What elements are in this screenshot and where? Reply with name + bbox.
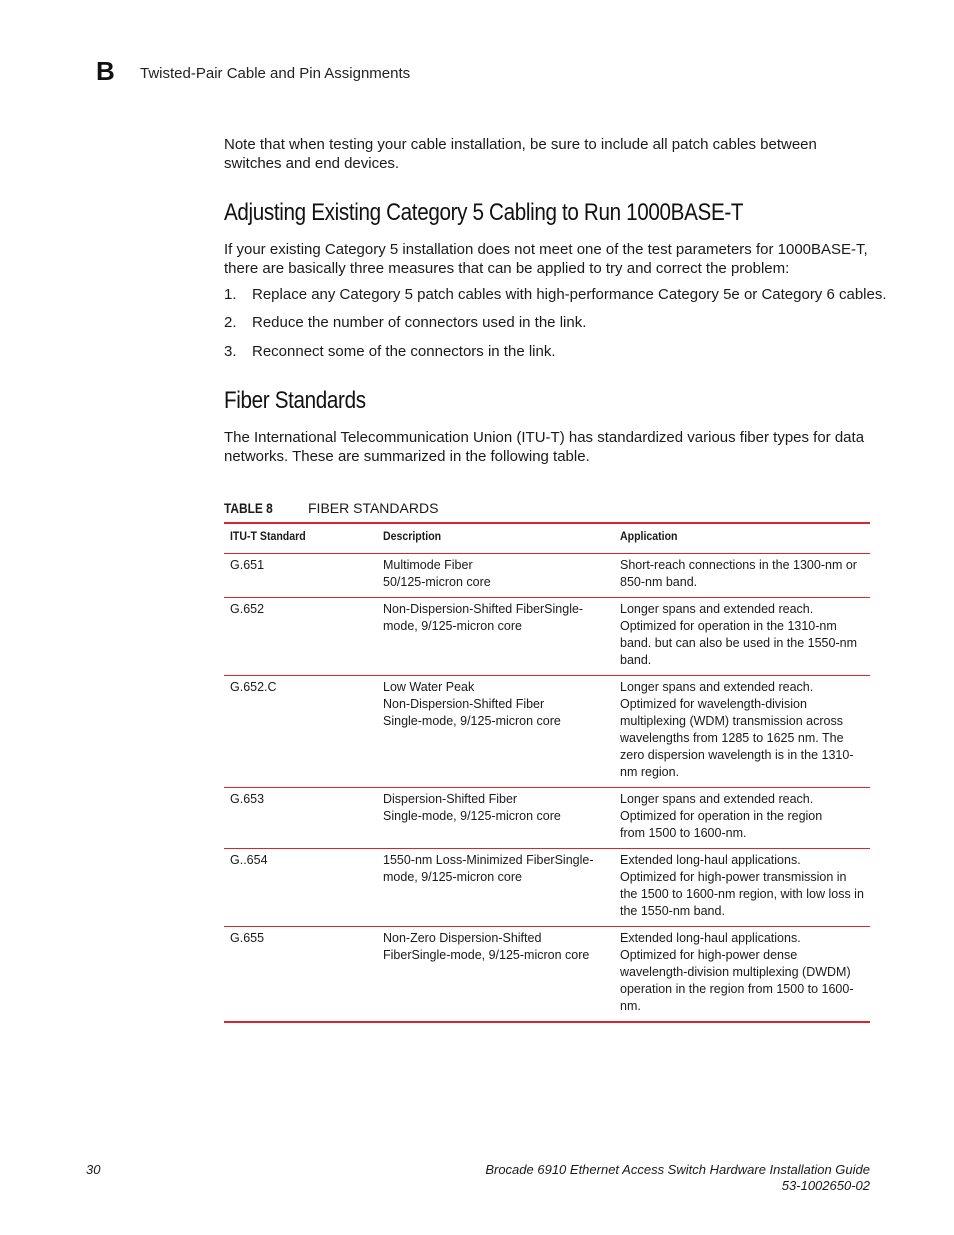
description-line: Non-Dispersion-Shifted Fiber	[383, 697, 545, 711]
application-line: Longer spans and extended reach.	[620, 792, 814, 806]
cell-standard: G.655	[230, 931, 265, 945]
footer-doc-info	[485, 1162, 870, 1194]
section2-paragraph: The International Telecommunication Union (ITU-T) has standardized various fiber types for data networks. These are summarized in the following table.	[224, 429, 865, 465]
table-header-row	[224, 523, 870, 554]
application-line: Extended long-haul applications.	[620, 931, 801, 945]
description-line: Dispersion-Shifted Fiber	[383, 792, 518, 806]
section1-paragraph: If your existing Category 5 installation does not meet one of the test parameters for 1000BASE-T, there are basically three measures that can be applied to try and correct the problem:	[224, 241, 868, 277]
cell-description	[377, 788, 614, 849]
table-body	[224, 554, 870, 1023]
cell-description	[377, 849, 614, 927]
table-row	[224, 676, 870, 788]
table-row	[224, 788, 870, 849]
application-line: Short-reach connections in the 1300-nm or 850-nm band.	[620, 558, 857, 589]
application-line: wavelength-division multiplexing (DWDM) operation in the region from 1500 to 1600-nm.	[620, 965, 854, 1013]
table-row	[224, 849, 870, 927]
chapter-letter: B	[96, 56, 115, 86]
column-header: ITU-T Standard	[224, 523, 377, 554]
application-line: Optimized for wavelength-division multiplexing (WDM) transmission across wavelengths from 1285 to 1625 nm. The zero dispersion wavelength is in the 1310-nm region.	[620, 697, 854, 779]
chapter-title: Twisted-Pair Cable and Pin Assignments	[140, 65, 411, 82]
description-line: Single-mode, 9/125-micron core	[383, 714, 561, 728]
application-line: from 1500 to 1600-nm.	[620, 826, 747, 840]
column-header: Description	[377, 523, 614, 554]
cell-description	[377, 554, 614, 598]
cell-application	[614, 788, 870, 849]
intro-paragraph: Note that when testing your cable installation, be sure to include all patch cables between switches and end devices.	[224, 136, 817, 172]
description-line: Low Water Peak	[383, 680, 475, 694]
section-heading-category5: Adjusting Existing Category 5 Cabling to Run 1000BASE-T	[224, 199, 744, 226]
description-line: Non-Zero Dispersion-Shifted FiberSingle-mode, 9/125-micron core	[383, 931, 590, 962]
cell-application	[614, 676, 870, 788]
description-line: 1550-nm Loss-Minimized FiberSingle-mode, 9/125-micron core	[383, 853, 594, 884]
fiber-standards-table	[224, 522, 870, 1023]
application-line: Optimized for operation in the 1310-nm band. but can also be used in the 1550-nm band.	[620, 619, 857, 667]
cell-application	[614, 598, 870, 676]
cell-standard: G.651	[224, 554, 377, 598]
application-line: Optimized for operation in the region	[620, 809, 823, 823]
cell-standard: G.652.C	[224, 676, 377, 788]
cell-application	[614, 554, 870, 598]
section-heading-fiber-standards: Fiber Standards	[224, 387, 366, 414]
table-row	[224, 598, 870, 676]
cell-description	[377, 598, 614, 676]
table-label: TABLE 8	[224, 500, 273, 516]
cell-standard: G..654	[224, 849, 377, 927]
application-line: Longer spans and extended reach.	[620, 680, 814, 694]
cell-standard: G.652	[224, 598, 377, 676]
footer-doc-number: 53-1002650-02	[781, 1178, 870, 1193]
description-line: Single-mode, 9/125-micron core	[383, 809, 561, 823]
application-line: Longer spans and extended reach.	[620, 602, 814, 616]
cell-standard: G.653	[224, 788, 377, 849]
table-row	[224, 554, 870, 598]
cell-description	[377, 927, 614, 1023]
application-line: Optimized for high-power dense	[620, 948, 798, 962]
description-line: Non-Dispersion-Shifted FiberSingle-mode, 9/125-micron core	[383, 602, 584, 633]
table-caption	[224, 500, 439, 516]
description-line: Multimode Fiber	[383, 558, 473, 572]
table-title: FIBER STANDARDS	[308, 500, 439, 516]
application-line: Extended long-haul applications.	[620, 853, 801, 867]
description-line: 50/125-micron core	[383, 575, 491, 589]
page-number: 30	[86, 1162, 101, 1177]
cell-application	[614, 927, 870, 1023]
column-header: Application	[614, 523, 870, 554]
table-row	[224, 927, 870, 1023]
footer-doc-title: Brocade 6910 Ethernet Access Switch Hardware Installation Guide	[485, 1162, 870, 1177]
application-line: Optimized for high-power transmission in the 1500 to 1600-nm region, with low loss in the 1550-nm band.	[620, 870, 864, 918]
cell-application	[614, 849, 870, 927]
cell-description	[377, 676, 614, 788]
